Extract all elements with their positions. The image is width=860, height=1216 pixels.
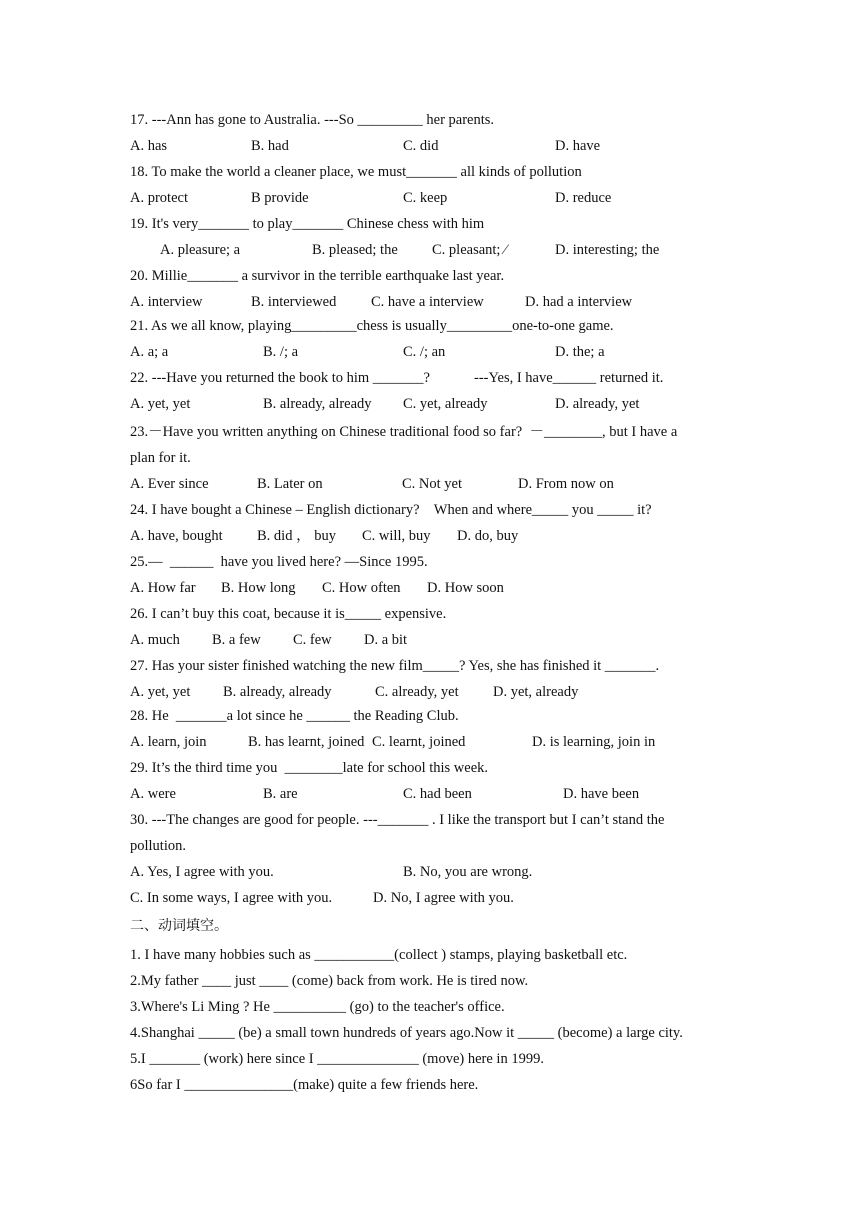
q24-option-c: C. will, buy: [362, 528, 431, 544]
verb-fill-item-1: 1. I have many hobbies such as ___________(collect ) stamps, playing basketball etc.: [130, 947, 628, 963]
q18-option-c: C. keep: [403, 190, 448, 206]
q24-option-b: B. did ， buy: [257, 528, 336, 544]
verb-fill-item-2: 2.My father ____ just ____ (come) back from work. He is tired now.: [130, 973, 529, 989]
q21-option-b: B. /; a: [263, 344, 299, 360]
q19-option-b: B. pleased; the: [312, 242, 398, 258]
q20-option-d: D. had a interview: [525, 294, 633, 310]
q27-option-d: D. yet, already: [493, 684, 579, 700]
q23-option-b: B. Later on: [257, 476, 323, 492]
question-24-stem: 24. I have bought a Chinese – English dictionary? When and where_____ you _____ it?: [130, 502, 652, 518]
question-26-stem: 26. I can’t buy this coat, because it is_____ expensive.: [130, 606, 447, 622]
q30-option-b: B. No, you are wrong.: [403, 864, 533, 880]
q28-option-c: C. learnt, joined: [372, 734, 466, 750]
question-22-answer: ---Yes, I have______ returned it.: [474, 370, 664, 386]
q22-option-b: B. already, already: [263, 396, 372, 412]
q28-option-a: A. learn, join: [130, 734, 207, 750]
q20-option-a: A. interview: [130, 294, 203, 310]
q25-option-d: D. How soon: [427, 580, 504, 596]
question-21-stem: 21. As we all know, playing_________chess is usually_________one-to-one game.: [130, 318, 614, 334]
q26-option-b: B. a few: [212, 632, 261, 648]
q21-option-c: C. /; an: [403, 344, 446, 360]
q29-option-a: A. were: [130, 786, 176, 802]
q23-option-d: D. From now on: [518, 476, 614, 492]
q23-option-a: A. Ever since: [130, 476, 209, 492]
q25-option-c: C. How often: [322, 580, 401, 596]
question-19-stem: 19. It's very_______ to play_______ Chinese chess with him: [130, 216, 485, 232]
q28-option-d: D. is learning, join in: [532, 734, 656, 750]
verb-fill-item-3: 3.Where's Li Ming ? He __________ (go) to the teacher's office.: [130, 999, 505, 1015]
question-17-stem: 17. ---Ann has gone to Australia. ---So _________ her parents.: [130, 112, 495, 128]
q25-option-b: B. How long: [221, 580, 296, 596]
section-2-title: 二、动词填空。: [130, 918, 228, 934]
q30-option-d: D. No, I agree with you.: [373, 890, 514, 906]
q18-option-b: B provide: [251, 190, 309, 206]
question-30-stem-cont: pollution.: [130, 838, 186, 854]
q22-option-a: A. yet, yet: [130, 396, 191, 412]
q29-option-d: D. have been: [563, 786, 640, 802]
q29-option-b: B. are: [263, 786, 298, 802]
q24-option-a: A. have, bought: [130, 528, 223, 544]
q22-option-d: D. already, yet: [555, 396, 640, 412]
q30-option-c: C. In some ways, I agree with you.: [130, 890, 333, 906]
q26-option-c: C. few: [293, 632, 332, 648]
q29-option-c: C. had been: [403, 786, 472, 802]
question-22-stem: 22. ---Have you returned the book to him _______?: [130, 370, 430, 386]
q26-option-d: D. a bit: [364, 632, 408, 648]
q17-option-c: C. did: [403, 138, 439, 154]
q19-option-d: D. interesting; the: [555, 242, 660, 258]
q18-option-a: A. protect: [130, 190, 188, 206]
q21-option-d: D. the; a: [555, 344, 605, 360]
question-30-stem: 30. ---The changes are good for people. ---_______ . I like the transport but I can’t stand the: [130, 812, 665, 828]
verb-fill-item-4: 4.Shanghai _____ (be) a small town hundreds of years ago.Now it _____ (become) a large city.: [130, 1025, 683, 1041]
q18-option-d: D. reduce: [555, 190, 612, 206]
question-18-stem: 18. To make the world a cleaner place, we must_______ all kinds of pollution: [130, 164, 582, 180]
q21-option-a: A. a; a: [130, 344, 169, 360]
q17-option-b: B. had: [251, 138, 289, 154]
q27-option-c: C. already, yet: [375, 684, 459, 700]
question-23-stem-cont: plan for it.: [130, 450, 191, 466]
verb-fill-item-6: 6So far I _______________(make) quite a few friends here.: [130, 1077, 479, 1093]
verb-fill-item-5: 5.I _______ (work) here since I ______________ (move) here in 1999.: [130, 1051, 544, 1067]
q30-option-a: A. Yes, I agree with you.: [130, 864, 274, 880]
q27-option-b: B. already, already: [223, 684, 332, 700]
q23-option-c: C. Not yet: [402, 476, 463, 492]
q25-option-a: A. How far: [130, 580, 196, 596]
q26-option-a: A. much: [130, 632, 180, 648]
q20-option-c: C. have a interview: [371, 294, 484, 310]
q19-option-c: C. pleasant; ∕: [432, 242, 507, 258]
question-27-stem: 27. Has your sister finished watching the new film_____? Yes, she has finished it _______.: [130, 658, 660, 674]
question-20-stem: 20. Millie_______ a survivor in the terrible earthquake last year.: [130, 268, 505, 284]
q17-option-d: D. have: [555, 138, 601, 154]
question-28-stem: 28. He _______a lot since he ______ the Reading Club.: [130, 708, 459, 724]
q20-option-b: B. interviewed: [251, 294, 337, 310]
q27-option-a: A. yet, yet: [130, 684, 191, 700]
q17-option-a: A. has: [130, 138, 168, 154]
q22-option-c: C. yet, already: [403, 396, 488, 412]
q24-option-d: D. do, buy: [457, 528, 519, 544]
question-23-stem: 23.－Have you written anything on Chinese traditional food so far? －________, but I have a: [130, 424, 678, 440]
q19-option-a: A. pleasure; a: [160, 242, 241, 258]
question-25-stem: 25.— ______ have you lived here? —Since 1995.: [130, 554, 428, 570]
question-29-stem: 29. It’s the third time you ________late for school this week.: [130, 760, 489, 776]
q28-option-b: B. has learnt, joined: [248, 734, 365, 750]
